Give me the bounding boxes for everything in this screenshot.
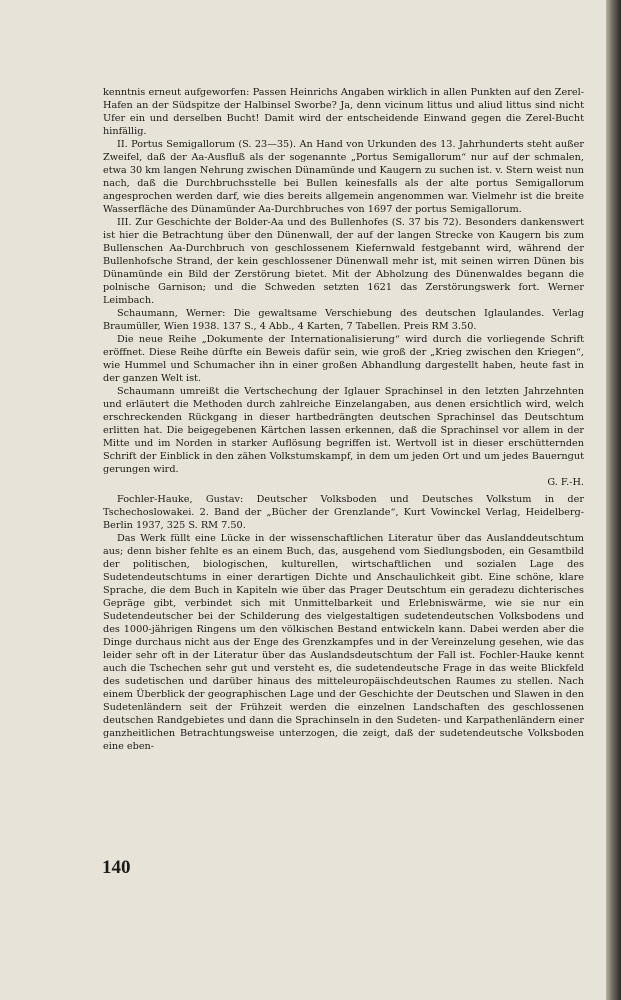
reviewer-signature: G. F.-H. bbox=[547, 477, 584, 488]
paragraph-dokumente: Die neue Reihe „Dokumente der Internationalisierung“ wird durch die vorliegende Schrift eröffnet. Diese Reihe dürfte ein Beweis dafür sein, wie groß der „Krieg zwischen den Kriegen“, wie Hummel und Schumacher ihn in einer großen Abhandlung dargestellt haben, heute fast in der ganzen Welt ist. bbox=[103, 334, 584, 384]
review-header-fochler-hauke: Fochler-Hauke, Gustav: Deutscher Volksboden und Deutsches Volkstum in der Tschechoslowakei. 2. Band der „Bücher der Grenzlande“, Kurt Vowinckel Verlag, Heidelberg-Berlin 1937, 325 S. RM 7.50. bbox=[103, 494, 584, 531]
paragraph-fochler-hauke-review: Das Werk füllt eine Lücke in der wissenschaftlichen Literatur über das Auslanddeutschtum aus; denn bisher fehlte es an einem Buch, das, ausgehend vom Siedlungsboden, ein Gesamtbild der politischen, biologischen, kulturellen, wirtschaftlichen und sozialen Lage des Sudetendeutschtums in einer derartigen Dichte und Anschaulichkeit gibt. Eine schöne, klare Sprache, die dem Buch in Kapiteln wie über das Prager Deutschtum ein geradezu dichterisches Gepräge gibt, verbindet sich mit Unmittelbarkeit und Erlebniswärme, wie sie nur ein Sudetendeutscher bei der Schilderung des vielgestaltigen sudetendeutschen Volksbodens und des 1000-jährigen Ringens um den völkischen Bestand entwickeln kann. Dabei werden aber die Dinge durchaus nicht aus der Enge des Grenzkampfes und in der Vereinzelung gesehen, wie das leider sehr oft in der Literatur über das Auslandsdeutschtum der Fall ist. Fochler-Hauke kennt auch die Tschechen sehr gut und versteht es, die sudetendeutsche Frage in das weite Blickfeld des sudetischen und darüber hinaus des mitteleuropäischdeutschen Raumes zu stellen. Nach einem Überblick der geographischen Lage und der Geschichte der Deutschen und Slawen in den Sudetenländern seit der Frühzeit werden die einzelnen Landschaften des geschlossenen deutschen Randgebietes und dann die Sprachinseln in den Sudeten- und Karpathenländern einer ganzheitlichen Betrachtungsweise unterzogen, die zeigt, daß der sudetendeutsche Volksboden eine eben- bbox=[103, 533, 584, 752]
paragraph-1: kenntnis erneut aufgeworfen: Passen Heinrichs Angaben wirklich in allen Punkten auf den Zerel-Hafen an der Südspitze der Halbinsel Sworbe? Ja, denn vicinum littus und aliud littus sind nicht Ufer ein und derselben Bucht! Damit wird der entscheidende Einwand gegen die Zerel-Bucht hinfällig. bbox=[103, 87, 584, 137]
page-body-text bbox=[103, 86, 584, 753]
paragraph-schaumann-review: Schaumann umreißt die Vertschechung der Iglauer Sprachinsel in den letzten Jahrzehnten und erläutert die Methoden durch zahlreiche Einzelangaben, aus denen ersichtlich wird, welch erschreckenden Rückgang in dieser hartbedrängten deutschen Sprachinsel das Deutschtum erlitten hat. Die beigegebenen Kärtchen lassen erkennen, daß die Sprachinsel vor allem in der Mitte und im Norden in starker Auflösung begriffen ist. Wertvoll ist in dieser erschütternden Schrift der Einblick in den zähen Volkstumskampf, in dem um jeden Ort und um jedes Bauerngut gerungen wird. bbox=[103, 386, 584, 475]
book-spine-edge bbox=[606, 0, 621, 1000]
paragraph-bolder-aa: III. Zur Geschichte der Bolder-Aa und des Bullenhofes (S. 37 bis 72). Besonders dankenswert ist hier die Betrachtung über den Dünenwall, der auf der langen Strecke von Kaugern bis zum Bullenschen Aa-Durchbruch von geschlossenem Kiefernwald festgebannt wird, während der Bullenhofsche Strand, der kein geschlossener Dünenwall mehr ist, mit seinen wirren Dünen bis Dünamünde ein Bild der Zerstörung bietet. Mit der Abholzung des Dünenwaldes begann die polnische Garnison; und die Schweden setzten 1621 das Zerstörungswerk fort. Werner Leimbach. bbox=[103, 217, 584, 306]
paragraph-portus-semigallorum: II. Portus Semigallorum (S. 23—35). An Hand von Urkunden des 13. Jahrhunderts steht außer Zweifel, daß der Aa-Ausfluß als der sogenannte „Portus Semigallorum“ nur auf der schmalen, etwa 30 km langen Nehrung zwischen Dünamünde und Kaugern zu suchen ist. v. Stern weist nun nach, daß die Durchbruchsstelle bei Bullen keinesfalls als der alte portus Semigallorum angesprochen werden darf, wie dies bereits allgemein angenommen war. Vielmehr ist die breite Wasserfläche des Dünamünder Aa-Durchbruches von 1697 der portus Semigallorum. bbox=[103, 139, 584, 215]
page-number: 140 bbox=[102, 857, 131, 878]
review-header-schaumann: Schaumann, Werner: Die gewaltsame Verschiebung des deutschen Iglaulandes. Verlag Braumüller, Wien 1938. 137 S., 4 Abb., 4 Karten, 7 Tabellen. Preis RM 3.50. bbox=[103, 308, 584, 332]
